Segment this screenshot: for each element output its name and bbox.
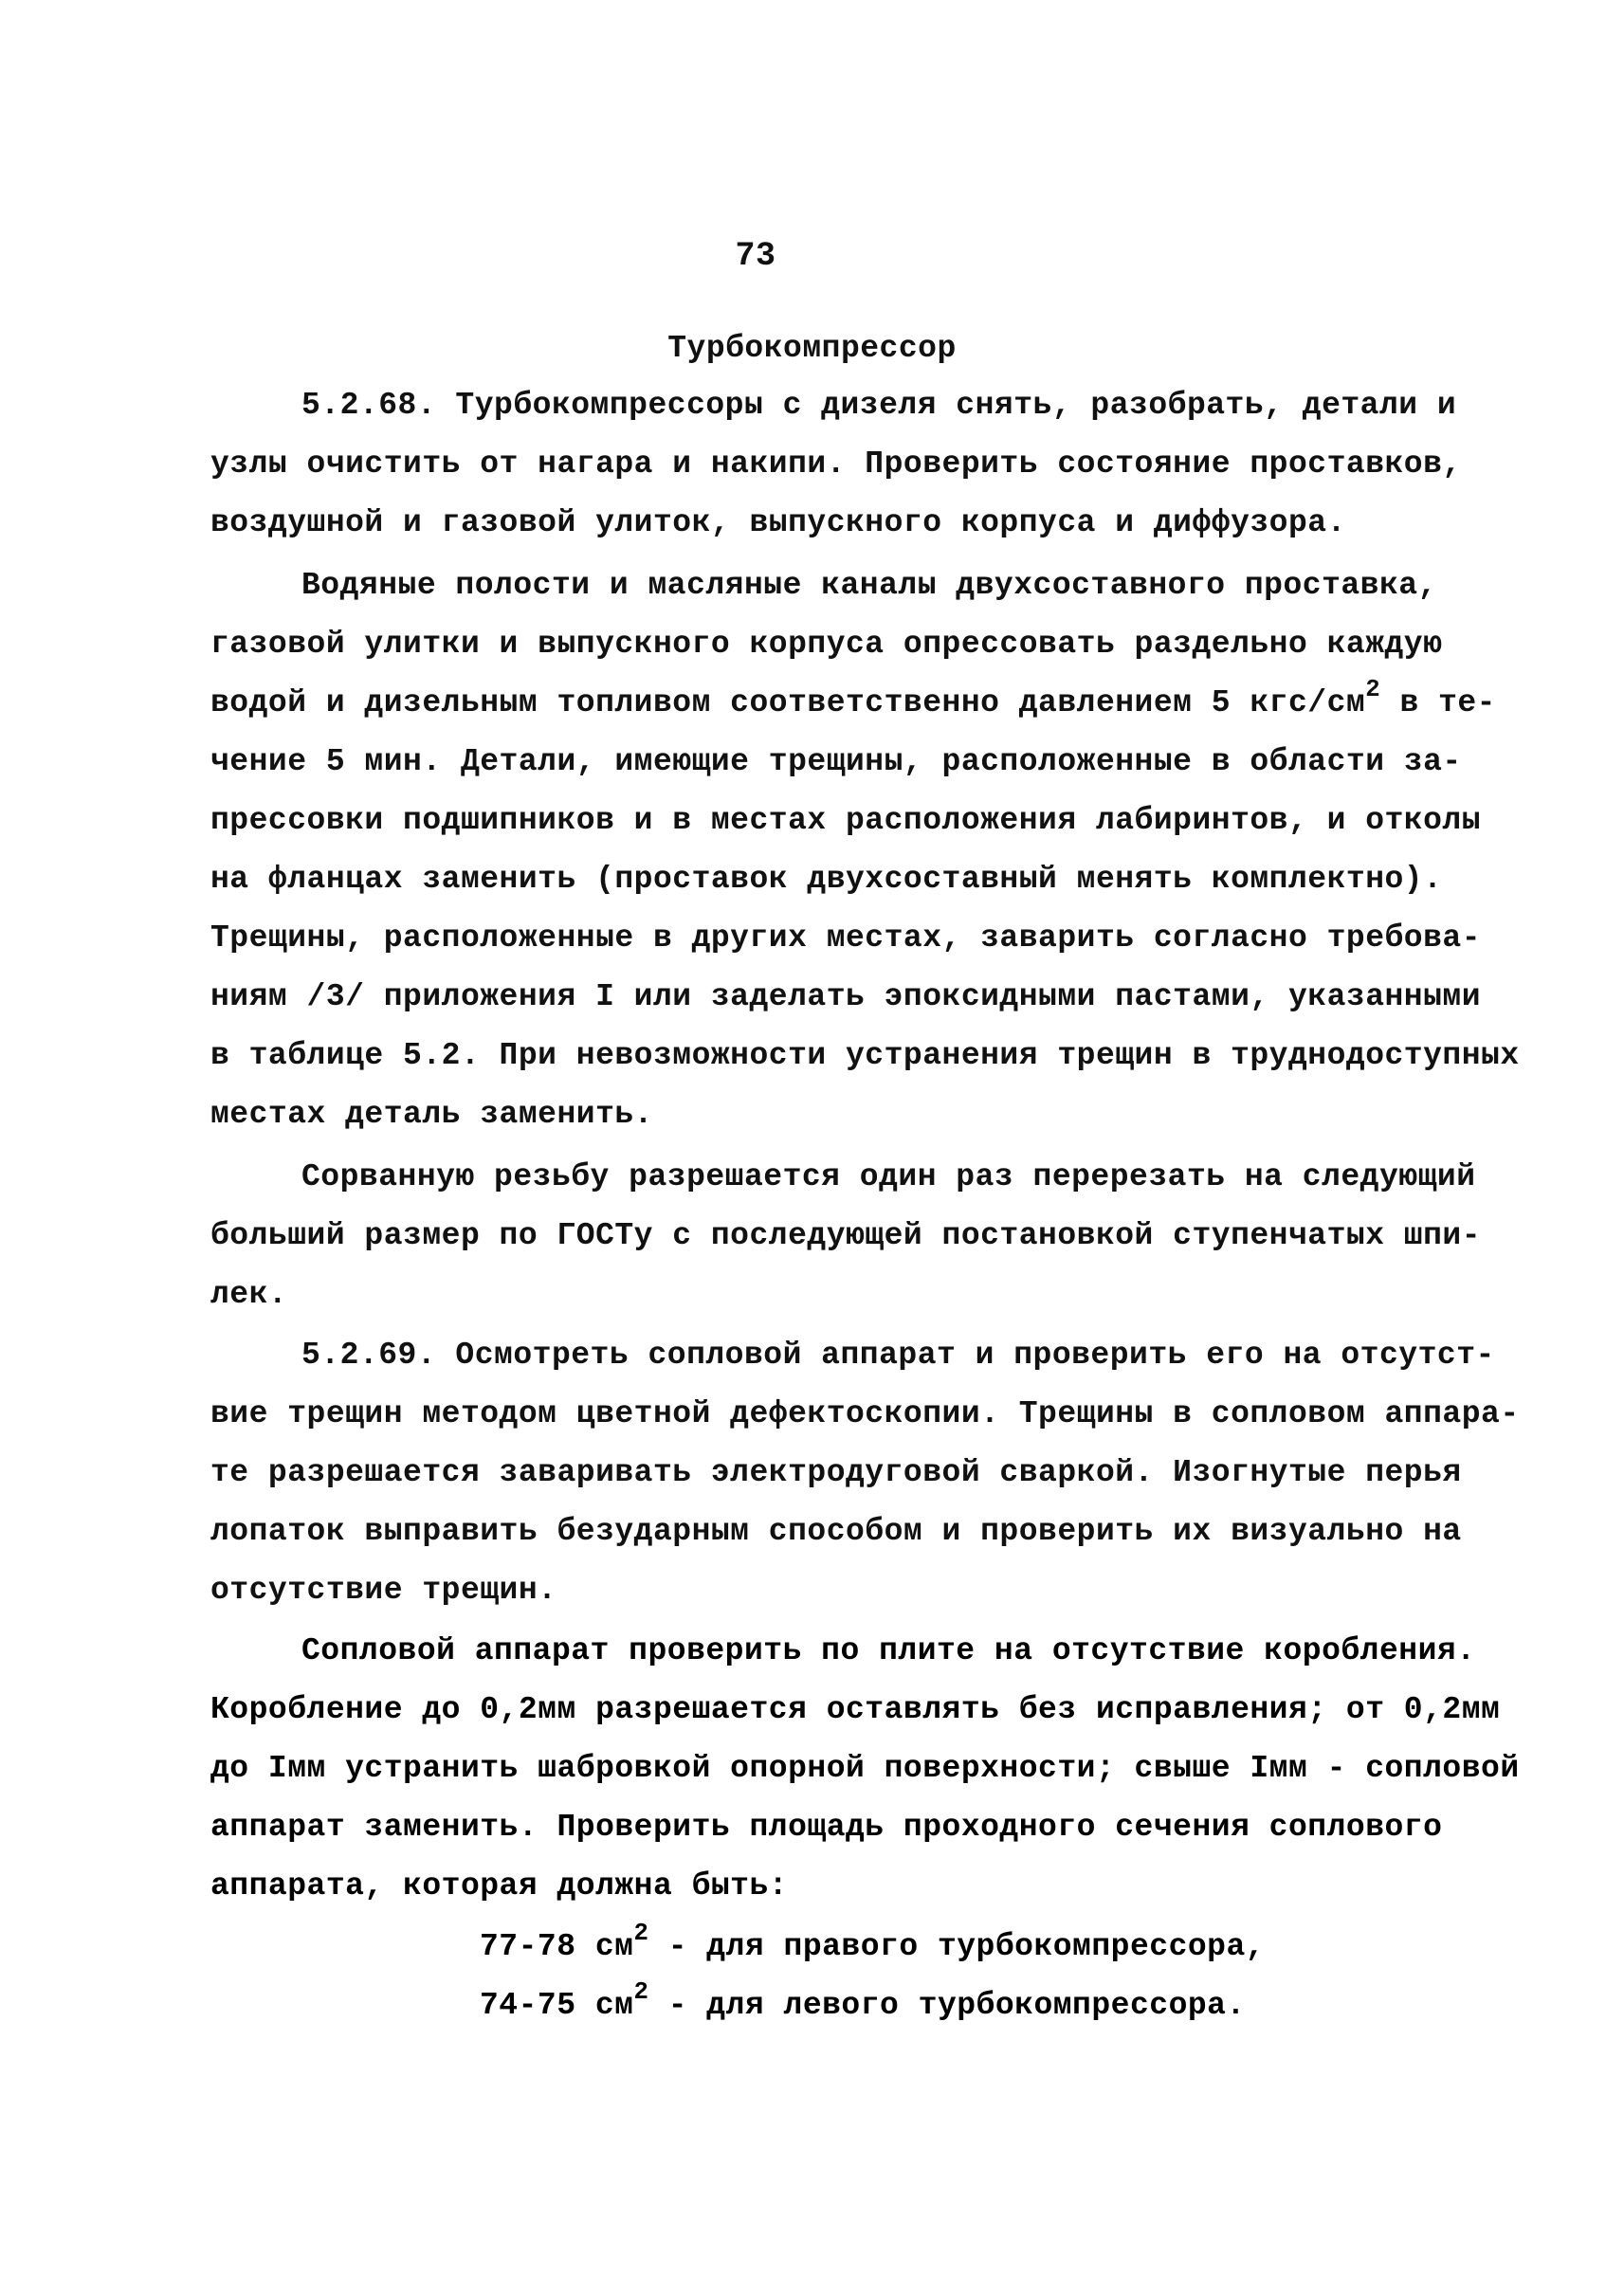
paragraph-line: местах деталь заменить. xyxy=(210,1097,653,1132)
paragraph-line: на фланцах заменить (проставок двухсоставный менять комплектно). xyxy=(210,862,1443,897)
paragraph-line: узлы очистить от нагара и накипи. Проверить состояние проставков, xyxy=(210,446,1462,482)
paragraph-line: прессовки подшипников и в местах расположения лабиринтов, и отколы xyxy=(210,803,1482,838)
paragraph-line: лопаток выправить безударным способом и проверить их визуально на xyxy=(210,1514,1462,1549)
paragraph-line: отсутствие трещин. xyxy=(210,1573,557,1608)
paragraph-line: до Iмм устранить шабровкой опорной поверхности; свыше Iмм - сопловой xyxy=(210,1751,1520,1786)
paragraph-line: Трещины, расположенные в других местах, заварить согласно требова- xyxy=(210,920,1482,956)
formula-left-turbocharger xyxy=(480,1978,1246,2025)
paragraph-line: воздушной и газовой улиток, выпускного корпуса и диффузора. xyxy=(210,505,1346,540)
line-text: водой и дизельным топливом соответственно давлением 5 кгс/см xyxy=(210,685,1366,720)
paragraph-line: 5.2.68. Турбокомпрессоры с дизеля снять, разобрать, детали и xyxy=(301,388,1457,423)
paragraph-line: аппарат заменить. Проверить площадь проходного сечения соплового xyxy=(210,1810,1443,1845)
superscript: 2 xyxy=(1365,676,1381,704)
line-text: в те- xyxy=(1380,685,1496,720)
paragraph-line: больший размер по ГОСТу с последующей постановкой ступенчатых шпи- xyxy=(210,1218,1482,1253)
page-number: 73 xyxy=(735,237,776,275)
superscript: 2 xyxy=(633,1978,649,2007)
paragraph-line: Коробление до 0,2мм разрешается оставлять без исправления; от 0,2мм xyxy=(210,1692,1501,1727)
formula-description: - для левого турбокомпрессора. xyxy=(648,1988,1246,2023)
paragraph-line: 5.2.69. Осмотреть сопловой аппарат и проверить его на отсутст- xyxy=(301,1338,1495,1373)
paragraph-line: газовой улитки и выпускного корпуса опрессовать раздельно каждую xyxy=(210,627,1443,662)
paragraph-line: ниям /3/ приложения I или заделать эпоксидными пастами, указанными xyxy=(210,979,1482,1014)
formula-value: 74-75 см xyxy=(480,1988,634,2023)
paragraph-line: в таблице 5.2. При невозможности устранения трещин в труднодоступных xyxy=(210,1038,1520,1073)
paragraph-line: вие трещин методом цветной дефектоскопии. Трещины в сопловом аппара- xyxy=(210,1396,1520,1431)
paragraph-line xyxy=(210,676,1496,722)
paragraph-line: Сорванную резьбу разрешается один раз перерезать на следующий xyxy=(301,1159,1476,1194)
section-title: Турбокомпрессор xyxy=(667,331,957,366)
paragraph-line: лек. xyxy=(210,1277,288,1312)
formula-description: - для правого турбокомпрессора, xyxy=(648,1929,1266,1964)
paragraph-line: Водяные полости и масляные каналы двухсоставного проставка, xyxy=(301,568,1437,603)
formula-value: 77-78 см xyxy=(480,1929,634,1964)
paragraph-line: Сопловой аппарат проверить по плите на отсутствие коробления. xyxy=(301,1633,1476,1668)
paragraph-line: аппарата, которая должна быть: xyxy=(210,1868,789,1903)
formula-right-turbocharger xyxy=(480,1920,1266,1966)
paragraph-line: чение 5 мин. Детали, имеющие трещины, расположенные в области за- xyxy=(210,744,1462,779)
superscript: 2 xyxy=(633,1920,649,1948)
paragraph-line: те разрешается заваривать электродуговой сваркой. Изогнутые перья xyxy=(210,1455,1462,1490)
